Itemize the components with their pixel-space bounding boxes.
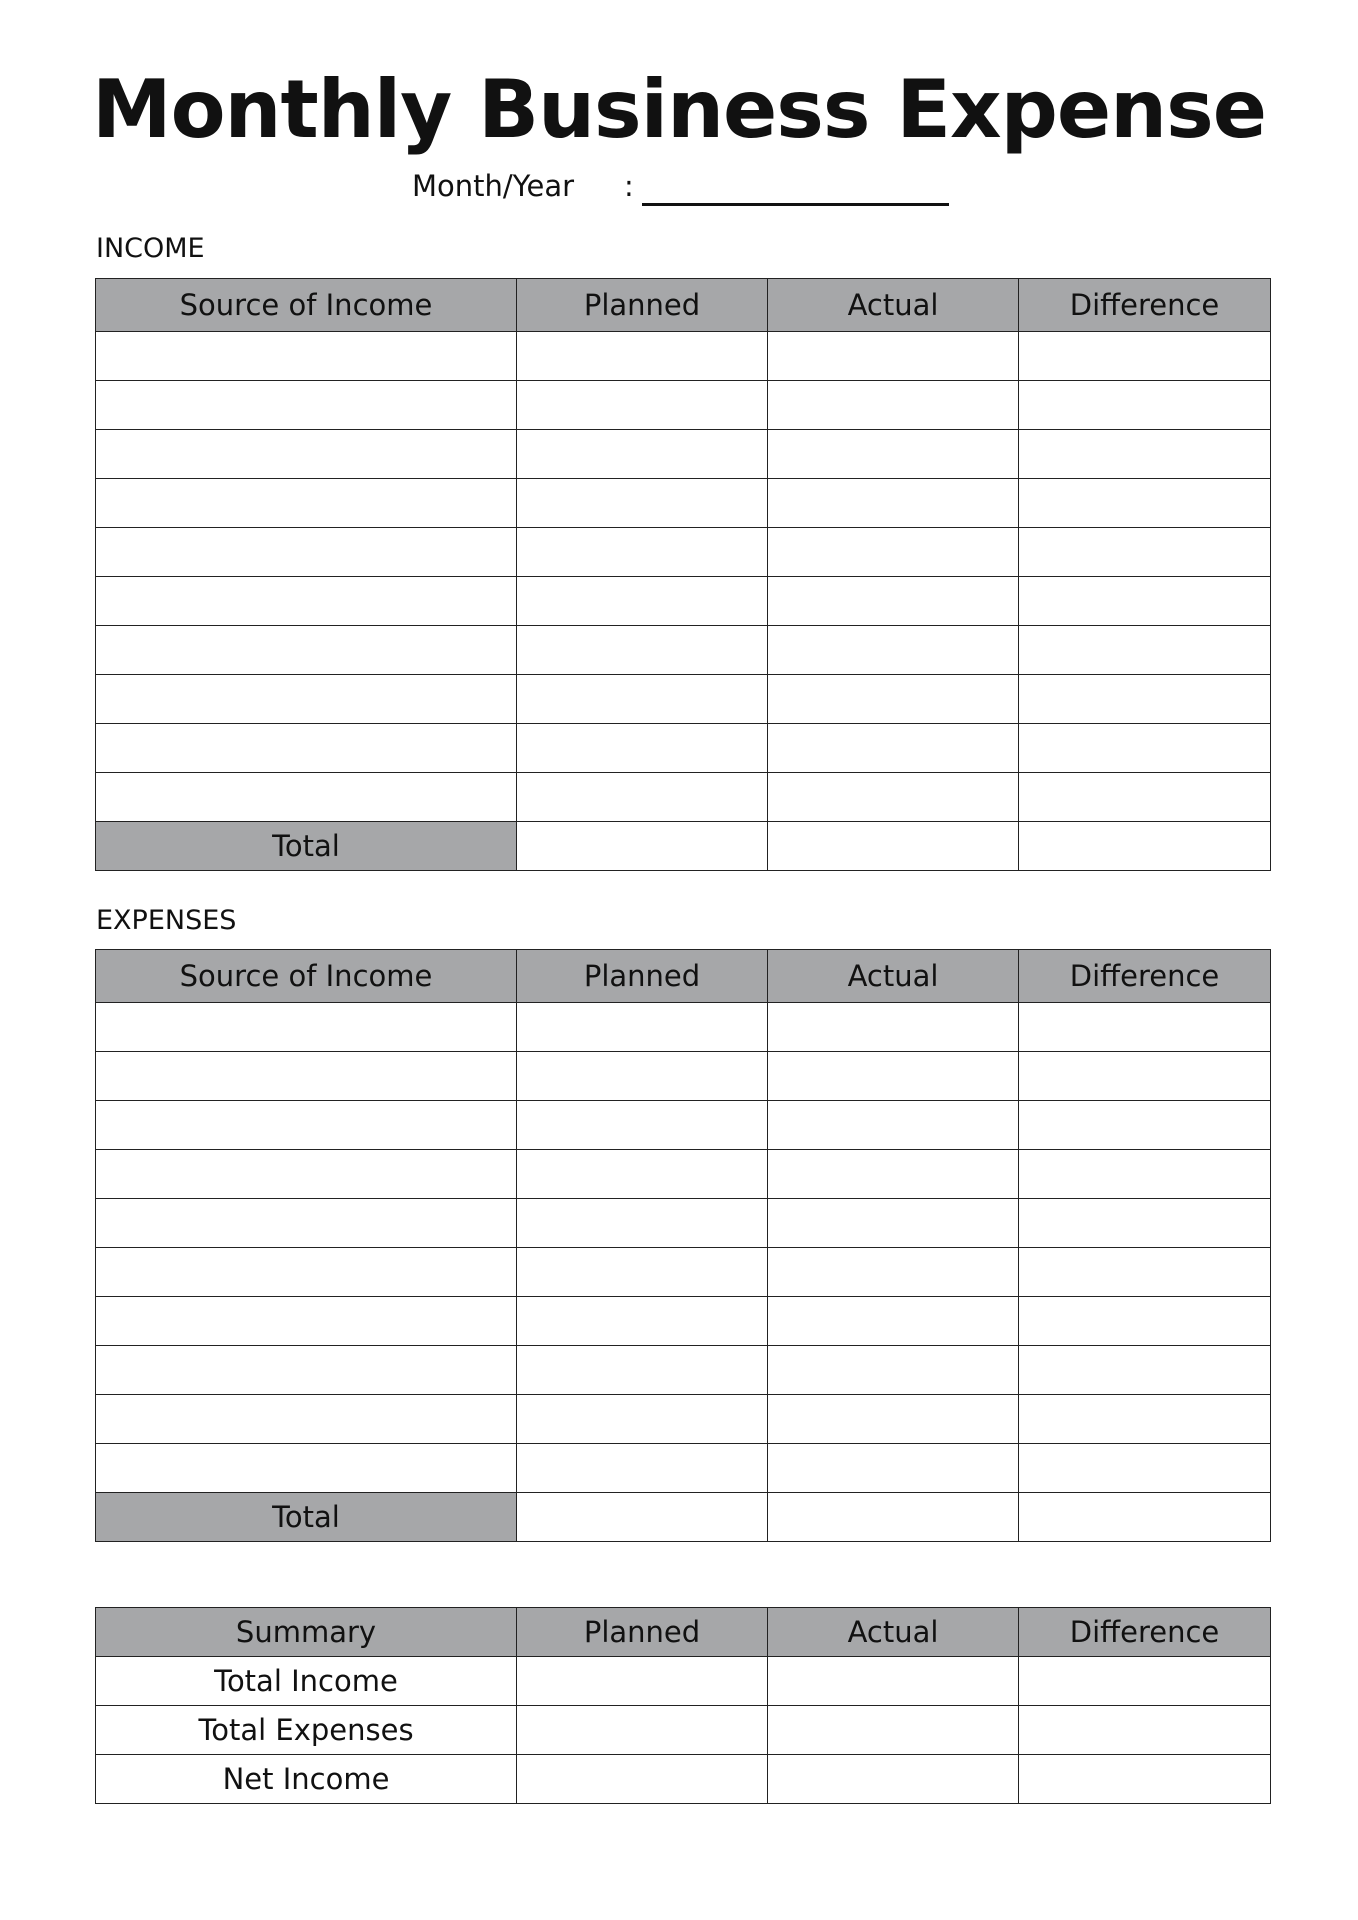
expenses-total-row <box>96 1493 1271 1542</box>
income-difference-cell[interactable] <box>1019 675 1271 724</box>
income-header-row <box>96 279 1271 332</box>
expenses-source-cell[interactable] <box>96 1248 517 1297</box>
income-total-row <box>96 822 1271 871</box>
income-difference-cell[interactable] <box>1019 430 1271 479</box>
income-actual-cell[interactable] <box>768 773 1019 822</box>
expenses-planned-cell[interactable] <box>517 1150 768 1199</box>
expenses-total-planned-cell[interactable] <box>517 1493 768 1542</box>
summary-actual-cell[interactable] <box>768 1706 1019 1755</box>
expenses-planned-cell[interactable] <box>517 1346 768 1395</box>
summary-header-actual: Actual <box>768 1608 1019 1657</box>
income-table-row <box>96 430 1271 479</box>
income-source-cell[interactable] <box>96 528 517 577</box>
summary-row-label: Net Income <box>96 1755 517 1804</box>
expenses-planned-cell[interactable] <box>517 1444 768 1493</box>
income-planned-cell[interactable] <box>517 528 768 577</box>
expenses-actual-cell[interactable] <box>768 1248 1019 1297</box>
expenses-planned-cell[interactable] <box>517 1199 768 1248</box>
income-source-cell[interactable] <box>96 626 517 675</box>
income-table-row <box>96 626 1271 675</box>
expenses-difference-cell[interactable] <box>1019 1150 1271 1199</box>
income-table-row <box>96 479 1271 528</box>
expenses-total-difference-cell[interactable] <box>1019 1493 1271 1542</box>
income-header-source: Source of Income <box>96 279 517 332</box>
expenses-actual-cell[interactable] <box>768 1297 1019 1346</box>
expenses-source-cell[interactable] <box>96 1199 517 1248</box>
expenses-actual-cell[interactable] <box>768 1346 1019 1395</box>
expenses-difference-cell[interactable] <box>1019 1003 1271 1052</box>
expenses-actual-cell[interactable] <box>768 1101 1019 1150</box>
expenses-table-row <box>96 1346 1271 1395</box>
income-difference-cell[interactable] <box>1019 724 1271 773</box>
expenses-difference-cell[interactable] <box>1019 1297 1271 1346</box>
income-actual-cell[interactable] <box>768 675 1019 724</box>
summary-row-label: Total Income <box>96 1657 517 1706</box>
income-total-label: Total <box>96 822 517 871</box>
expenses-total-actual-cell[interactable] <box>768 1493 1019 1542</box>
income-difference-cell[interactable] <box>1019 479 1271 528</box>
expenses-actual-cell[interactable] <box>768 1150 1019 1199</box>
summary-row-label: Total Expenses <box>96 1706 517 1755</box>
income-source-cell[interactable] <box>96 675 517 724</box>
income-total-difference-cell[interactable] <box>1019 822 1271 871</box>
expenses-planned-cell[interactable] <box>517 1297 768 1346</box>
income-actual-cell[interactable] <box>768 724 1019 773</box>
expenses-table-row <box>96 1395 1271 1444</box>
expenses-header-source: Source of Income <box>96 950 517 1003</box>
expenses-actual-cell[interactable] <box>768 1052 1019 1101</box>
expenses-planned-cell[interactable] <box>517 1395 768 1444</box>
income-total-planned-cell[interactable] <box>517 822 768 871</box>
income-actual-cell[interactable] <box>768 479 1019 528</box>
expenses-table-row <box>96 1150 1271 1199</box>
income-difference-cell[interactable] <box>1019 626 1271 675</box>
summary-row-total-expenses <box>96 1706 1271 1755</box>
summary-planned-cell[interactable] <box>517 1755 768 1804</box>
income-body <box>96 332 1271 822</box>
expenses-source-cell[interactable] <box>96 1150 517 1199</box>
summary-difference-cell[interactable] <box>1019 1755 1271 1804</box>
income-planned-cell[interactable] <box>517 381 768 430</box>
summary-actual-cell[interactable] <box>768 1755 1019 1804</box>
expenses-body <box>96 1003 1271 1493</box>
income-difference-cell[interactable] <box>1019 577 1271 626</box>
month-year-field[interactable] <box>642 167 949 206</box>
income-header-actual: Actual <box>768 279 1019 332</box>
income-difference-cell[interactable] <box>1019 773 1271 822</box>
expenses-source-cell[interactable] <box>96 1297 517 1346</box>
expenses-table-row <box>96 1003 1271 1052</box>
summary-planned-cell[interactable] <box>517 1657 768 1706</box>
expenses-table-row <box>96 1199 1271 1248</box>
expenses-header-row <box>96 950 1271 1003</box>
income-table-row <box>96 381 1271 430</box>
summary-difference-cell[interactable] <box>1019 1706 1271 1755</box>
summary-difference-cell[interactable] <box>1019 1657 1271 1706</box>
expenses-header-actual: Actual <box>768 950 1019 1003</box>
summary-table <box>95 1607 1271 1804</box>
summary-header-row <box>96 1608 1271 1657</box>
expenses-source-cell[interactable] <box>96 1395 517 1444</box>
income-planned-cell[interactable] <box>517 479 768 528</box>
income-difference-cell[interactable] <box>1019 381 1271 430</box>
expenses-planned-cell[interactable] <box>517 1003 768 1052</box>
expenses-table-row <box>96 1248 1271 1297</box>
income-actual-cell[interactable] <box>768 430 1019 479</box>
income-actual-cell[interactable] <box>768 626 1019 675</box>
expenses-difference-cell[interactable] <box>1019 1248 1271 1297</box>
expenses-table-row <box>96 1444 1271 1493</box>
expenses-difference-cell[interactable] <box>1019 1346 1271 1395</box>
income-table-row <box>96 528 1271 577</box>
summary-header-planned: Planned <box>517 1608 768 1657</box>
income-planned-cell[interactable] <box>517 430 768 479</box>
income-actual-cell[interactable] <box>768 528 1019 577</box>
expenses-difference-cell[interactable] <box>1019 1199 1271 1248</box>
income-table <box>95 278 1271 871</box>
income-source-cell[interactable] <box>96 577 517 626</box>
income-table-row <box>96 724 1271 773</box>
income-table-row <box>96 577 1271 626</box>
expenses-actual-cell[interactable] <box>768 1444 1019 1493</box>
income-actual-cell[interactable] <box>768 381 1019 430</box>
income-planned-cell[interactable] <box>517 724 768 773</box>
expenses-difference-cell[interactable] <box>1019 1101 1271 1150</box>
income-planned-cell[interactable] <box>517 773 768 822</box>
income-source-cell[interactable] <box>96 332 517 381</box>
page-title: Monthly Business Expense <box>91 63 1266 156</box>
summary-header-difference: Difference <box>1019 1608 1271 1657</box>
income-table-row <box>96 773 1271 822</box>
summary-actual-cell[interactable] <box>768 1657 1019 1706</box>
expenses-table-row <box>96 1052 1271 1101</box>
summary-row-total-income <box>96 1657 1271 1706</box>
income-table-row <box>96 675 1271 724</box>
summary-row-net-income <box>96 1755 1271 1804</box>
expenses-difference-cell[interactable] <box>1019 1052 1271 1101</box>
month-year-label: Month/Year <box>412 169 575 203</box>
income-section-label: INCOME <box>96 233 205 264</box>
expenses-header-difference: Difference <box>1019 950 1271 1003</box>
income-difference-cell[interactable] <box>1019 332 1271 381</box>
expenses-difference-cell[interactable] <box>1019 1444 1271 1493</box>
expenses-table-row <box>96 1101 1271 1150</box>
expenses-source-cell[interactable] <box>96 1052 517 1101</box>
expenses-actual-cell[interactable] <box>768 1199 1019 1248</box>
expenses-source-cell[interactable] <box>96 1003 517 1052</box>
income-table-row <box>96 332 1271 381</box>
income-source-cell[interactable] <box>96 773 517 822</box>
income-source-cell[interactable] <box>96 381 517 430</box>
expenses-actual-cell[interactable] <box>768 1395 1019 1444</box>
expenses-actual-cell[interactable] <box>768 1003 1019 1052</box>
income-actual-cell[interactable] <box>768 577 1019 626</box>
income-planned-cell[interactable] <box>517 577 768 626</box>
income-planned-cell[interactable] <box>517 675 768 724</box>
expenses-source-cell[interactable] <box>96 1101 517 1150</box>
expenses-planned-cell[interactable] <box>517 1052 768 1101</box>
expenses-total-label: Total <box>96 1493 517 1542</box>
expenses-planned-cell[interactable] <box>517 1101 768 1150</box>
expenses-section-label: EXPENSES <box>96 905 237 936</box>
income-source-cell[interactable] <box>96 479 517 528</box>
month-year-separator: : <box>624 169 634 203</box>
expenses-source-cell[interactable] <box>96 1346 517 1395</box>
income-total-actual-cell[interactable] <box>768 822 1019 871</box>
month-year-line <box>412 166 949 206</box>
income-source-cell[interactable] <box>96 430 517 479</box>
income-header-difference: Difference <box>1019 279 1271 332</box>
income-planned-cell[interactable] <box>517 626 768 675</box>
summary-header-label: Summary <box>96 1608 517 1657</box>
income-header-planned: Planned <box>517 279 768 332</box>
income-source-cell[interactable] <box>96 724 517 773</box>
expenses-difference-cell[interactable] <box>1019 1395 1271 1444</box>
expenses-source-cell[interactable] <box>96 1444 517 1493</box>
income-difference-cell[interactable] <box>1019 528 1271 577</box>
summary-planned-cell[interactable] <box>517 1706 768 1755</box>
expenses-table-row <box>96 1297 1271 1346</box>
income-actual-cell[interactable] <box>768 332 1019 381</box>
expenses-header-planned: Planned <box>517 950 768 1003</box>
expenses-table <box>95 949 1271 1542</box>
income-planned-cell[interactable] <box>517 332 768 381</box>
expenses-planned-cell[interactable] <box>517 1248 768 1297</box>
